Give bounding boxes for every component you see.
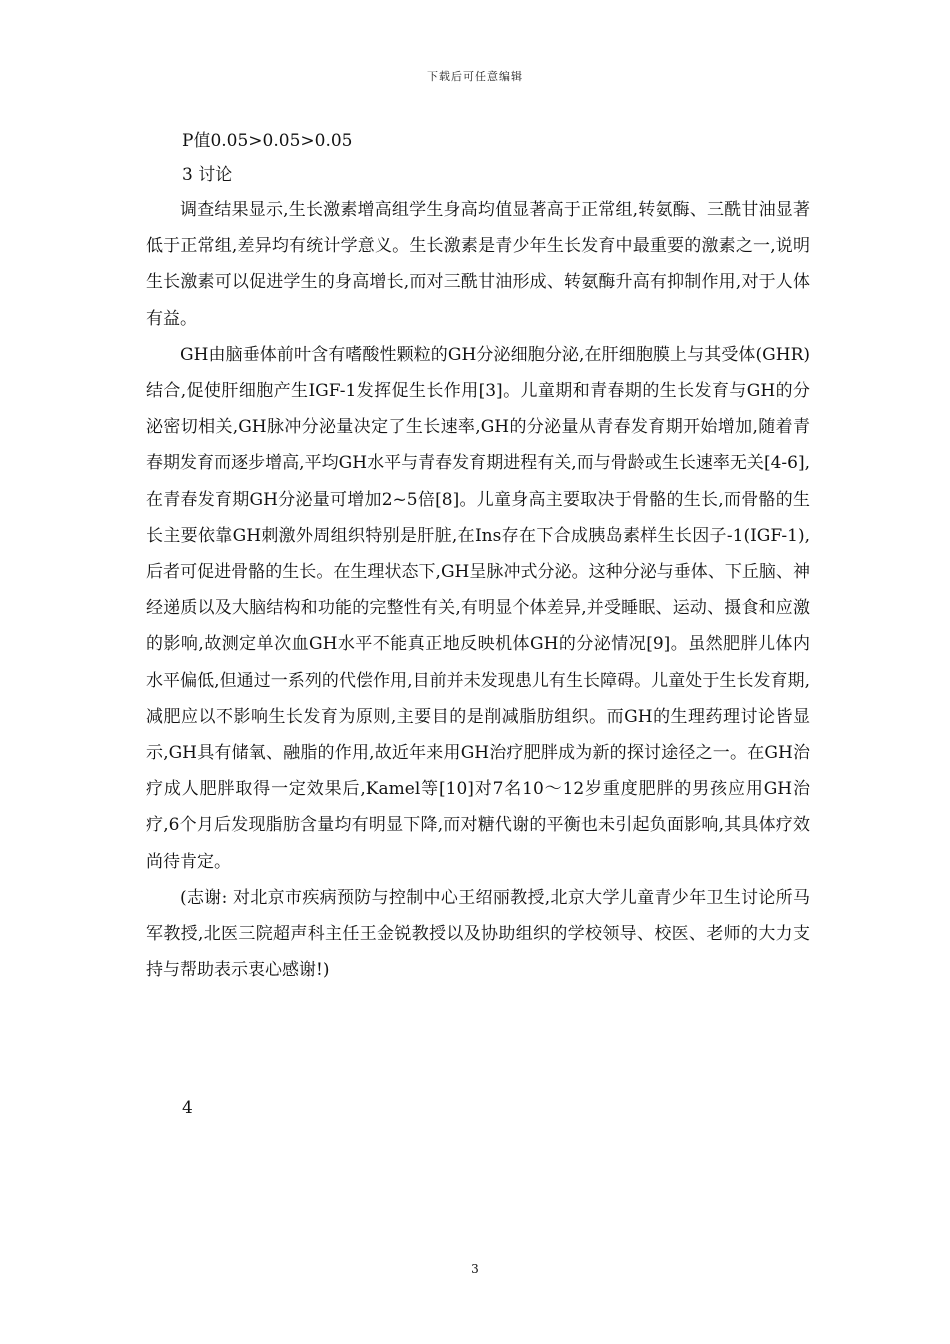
page-number: 3 [471,1262,479,1276]
page-header: 下载后可任意编辑 [427,70,523,83]
section-heading-4: 4 [182,1098,193,1118]
section-heading-discussion: 3 讨论 [182,165,233,185]
p-value-line: P值0.05>0.05>0.05 [182,131,353,151]
document-body [146,124,810,988]
paragraph-results: 调查结果显示,生长激素增高组学生身高均值显著高于正常组,转氨酶、三酰甘油显著低于正常组,差异均有统计学意义。生长激素是青少年生长发育中最重要的激素之一,说明生长激素可以促进学生的身高增长,而对三酰甘油形成、转氨酶升高有抑制作用,对于人体有益。 [146,200,810,329]
paragraph-acknowledgement: (志谢: 对北京市疾病预防与控制中心王绍丽教授,北京大学儿童青少年卫生讨论所马军教授,北医三院超声科主任王金锐教授以及协助组织的学校领导、校医、老师的大力支持与帮助表示衷心感谢!) [146,887,810,981]
paragraph-gh-discussion: GH由脑垂体前叶含有嗜酸性颗粒的GH分泌细胞分泌,在肝细胞膜上与其受体(GHR)结合,促使肝细胞产生IGF-1发挥促生长作用[3]。儿童期和青春期的生长发育与GH的分泌密切相关,GH脉冲分泌量决定了生长速率,GH的分泌量从青春发育期开始增加,随着青春期发育而逐步增高,平均GH水平与青春发育期进程有关,而与骨龄或生长速率无关[4-6],在青春发育期GH分泌量可增加2~5倍[8]。儿童身高主要取决于骨骼的生长,而骨骼的生长主要依靠GH刺激外周组织特别是肝脏,在Ins存在下合成胰岛素样生长因子-1(IGF-1),后者可促进骨骼的生长。在生理状态下,GH呈脉冲式分泌。这种分泌与垂体、下丘脑、神经递质以及大脑结构和功能的完整性有关,有明显个体差异,并受睡眠、运动、摄食和应激的影响,故测定单次血GH水平不能真正地反映机体GH的分泌情况[9]。虽然肥胖儿体内水平偏低,但通过一系列的代偿作用,目前并未发现患儿有生长障碍。儿童处于生长发育期,减肥应以不影响生长发育为原则,主要目的是削减脂肪组织。而GH的生理药理讨论皆显示,GH具有储氧、融脂的作用,故近年来用GH治疗肥胖成为新的探讨途径之一。在GH治疗成人肥胖取得一定效果后,Kamel等[10]对7名10～12岁重度肥胖的男孩应用GH治疗,6个月后发现脂肪含量均有明显下降,而对糖代谢的平衡也未引起负面影响,其具体疗效尚待肯定。 [146,344,810,872]
